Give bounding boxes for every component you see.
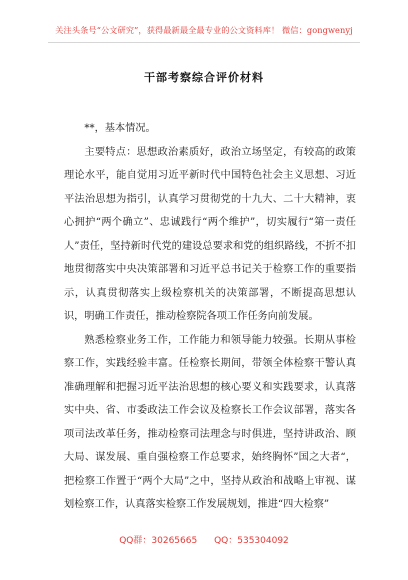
body-paragraph: 主要特点：思想政治素质好，政治立场坚定，有较高的政策理论水平，能自觉用习近平新时代中国特色社会主义思想、习近平法治思想为指引，认真学习贯彻党的十九大、二十大精神，衷心拥护“两个确立”、忠诚践行“两个维护”，切实履行“第一责任人”责任，坚持新时代党的建设总要求和党的组织路线，不折不扣地贯彻落实中央决策部署和习近平总书记关于检察工作的重要指示，认真贯彻落实上级检察机关的决策部署，不断提高思想认识，明确工作责任，推动检察院各项工作任务向前发展。 [64,146,356,322]
footer-contact-bar [0,535,408,547]
footer-qq-number: QQ：535304092 [214,536,289,546]
header-banner: 关注头条号“公文研究”，获得最新最全最专业的公文资料库！ 微信：gongwenyj [55,25,353,35]
body-paragraph: 熟悉检察业务工作，工作能力和领导能力较强。长期从事检察工作，实践经验丰富。任检察长期间，带领全体检察干警认真准确理解和把握习近平法治思想的核心要义和实践要求，认真落实中央、省、市委政法工作会议及检察长工作会议部署，落实各项司法改革任务，推动检察司法理念与时俱进，坚持讲政治、顾大局、谋发展、重自强检察工作总要求，始终胸怀”国之大者“，把检察工作置于“两个大局”之中，坚持从政治和战略上审视、谋划检察工作，认真落实检察工作发展规划，推进“四大检察” [64,334,356,510]
footer-qq-group: QQ群：30265665 [119,536,198,546]
header-divider [48,42,360,43]
section-heading: **，基本情况。 [84,123,156,134]
document-body [64,117,356,517]
document-title: 干部考察综合评价材料 [144,71,264,84]
